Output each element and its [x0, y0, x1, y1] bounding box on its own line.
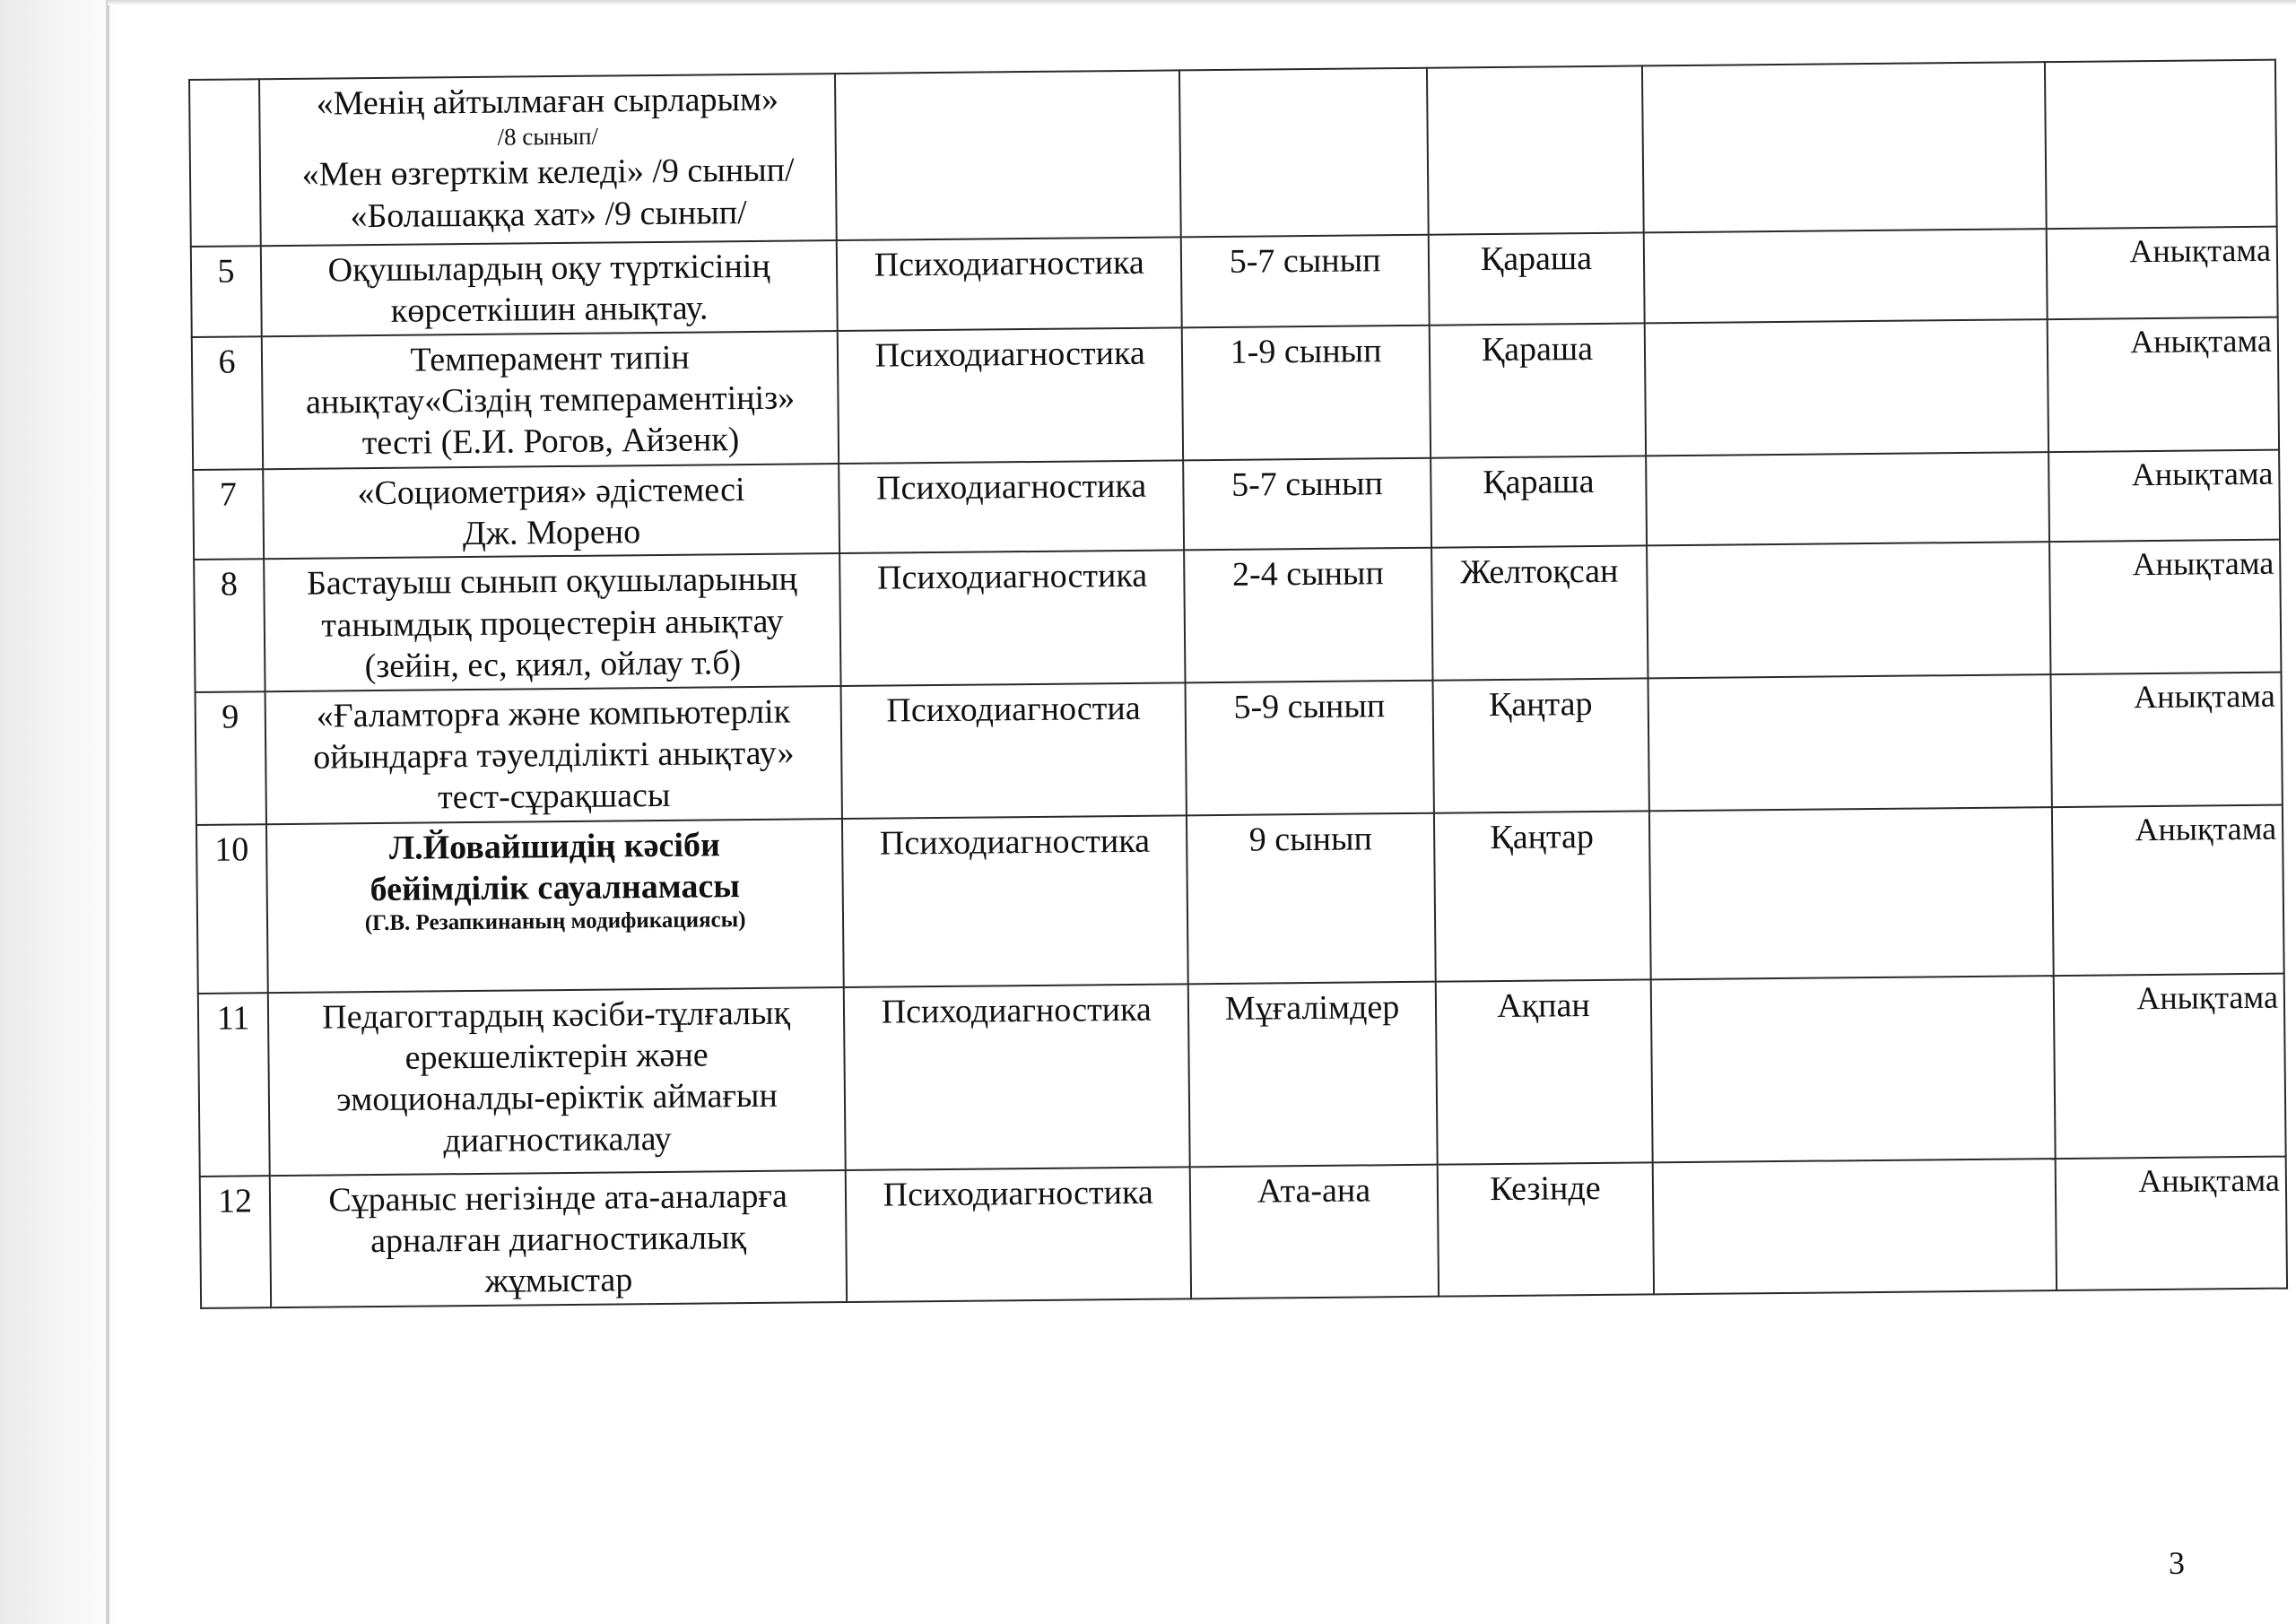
- schedule-cell: Қараша: [1431, 456, 1647, 548]
- activity-title-line: Л.Йовайшидің кәсіби: [388, 825, 721, 867]
- activity-title-line: «Ғаламторға және компьютерлік: [316, 692, 791, 735]
- participants-cell: Ата-ана: [1190, 1164, 1439, 1298]
- participants-cell: 5-9 сынып: [1186, 680, 1434, 815]
- table-row: [196, 672, 2283, 824]
- schedule-cell: Қараша: [1429, 232, 1645, 325]
- activity-title-cell: [263, 464, 839, 560]
- result-cell: Анықтама: [2047, 227, 2278, 319]
- activity-title-line: «Болашаққа хат» /9 сынып/: [350, 193, 747, 235]
- result-cell: Анықтама: [2048, 449, 2280, 542]
- activity-title-line: жұмыстар: [484, 1261, 633, 1301]
- row-number-cell: 5: [191, 246, 262, 336]
- row-number-cell: 8: [194, 560, 265, 692]
- row-number-cell: 11: [198, 993, 270, 1177]
- activity-title-line: тест-сұрақшасы: [437, 777, 671, 817]
- activity-title-line: (зейін, ес, қиял, ойлау т.б): [364, 644, 742, 686]
- activity-title-line: эмоционалды-еріктік аймағын: [336, 1076, 778, 1119]
- responsible-cell: [1642, 62, 2047, 232]
- row-number-cell: 7: [193, 469, 264, 560]
- schedule-cell: [1427, 65, 1644, 234]
- page-number: 3: [2169, 1545, 2185, 1581]
- activity-title-line: /8 сынып/: [497, 122, 599, 152]
- schedule-cell: Ақпан: [1436, 979, 1653, 1164]
- activity-title-line: Темперамент типін: [410, 338, 690, 379]
- row-number-cell: 9: [196, 691, 266, 825]
- responsible-cell: [1653, 1159, 2057, 1294]
- table-row: [194, 540, 2281, 691]
- work-type-cell: Психодиагностика: [844, 984, 1190, 1170]
- work-type-cell: Психодиагностика: [837, 237, 1182, 330]
- activity-title-line: ойындарға тәуелділікті анықтау»: [313, 734, 795, 777]
- scan-top-edge: [108, 0, 2296, 5]
- result-cell: Анықтама: [2052, 804, 2284, 975]
- responsible-cell: [1644, 229, 2048, 323]
- activity-title-line: диагностикалау: [443, 1119, 672, 1159]
- participants-cell: 1-9 сынып: [1182, 325, 1431, 460]
- activity-title-line: анықтау«Сіздің темпераментіңіз»: [305, 378, 796, 421]
- activity-title-cell: [261, 240, 838, 336]
- table-row: [196, 804, 2284, 993]
- work-type-cell: Психодиагностиа: [841, 682, 1187, 819]
- activity-title-line: Сұраныс негізінде ата-аналарға: [328, 1177, 788, 1220]
- activity-title-line: «Социометрия» әдістемесі: [357, 470, 745, 512]
- row-number-cell: 10: [196, 824, 268, 994]
- participants-cell: Мұғалімдер: [1188, 981, 1438, 1167]
- activity-title-cell: [268, 987, 846, 1176]
- work-plan-table: [188, 59, 2288, 1309]
- activity-title-line: бейімділік сауалнамасы: [370, 867, 741, 908]
- responsible-cell: [1651, 976, 2056, 1162]
- activity-title-line: «Мен өзгерткім келеді» /9 сынып/: [301, 151, 795, 195]
- row-number-cell: 12: [200, 1176, 271, 1308]
- activity-title-line: көрсеткішин анықтау.: [390, 289, 709, 331]
- activity-title-line: Дж. Морено: [462, 513, 641, 553]
- responsible-cell: [1649, 807, 2054, 979]
- activity-title-line: арналған диагностикалық: [370, 1218, 747, 1260]
- activity-title-line: танымдық процестерін анықтау: [321, 602, 784, 645]
- activity-title-line: Оқушылардың оқу түрткісінің: [327, 247, 770, 290]
- work-type-cell: Психодиагностика: [839, 460, 1184, 553]
- schedule-cell: Қаңтар: [1434, 811, 1651, 981]
- activity-title-line: (Г.В. Резапкинаның модификациясы): [364, 908, 746, 936]
- work-plan-table-body: [189, 60, 2287, 1308]
- participants-cell: 9 сынып: [1187, 812, 1436, 984]
- participants-cell: 5-7 сынып: [1183, 457, 1431, 550]
- result-cell: Анықтама: [2056, 1156, 2287, 1290]
- activity-title-cell: [265, 686, 842, 824]
- row-number-cell: 6: [192, 336, 263, 470]
- table-row: [192, 317, 2279, 469]
- activity-title-line: ерекшеліктерін және: [404, 1036, 709, 1077]
- activity-title-line: Бастауыш сынып оқушыларының: [306, 560, 798, 604]
- activity-title-cell: [262, 331, 839, 469]
- activity-title-cell: [266, 819, 844, 993]
- activity-title-cell: [264, 553, 841, 690]
- work-type-cell: [835, 70, 1181, 240]
- participants-cell: 5-7 сынып: [1181, 235, 1430, 327]
- work-type-cell: Психодиагностика: [838, 327, 1183, 464]
- table-row: [198, 973, 2286, 1176]
- result-cell: Анықтама: [2054, 973, 2286, 1158]
- schedule-cell: Қаңтар: [1433, 678, 1649, 812]
- row-number-cell: [189, 79, 261, 247]
- table-row: [189, 60, 2277, 247]
- result-cell: Анықтама: [2048, 317, 2279, 451]
- activity-title-line: тесті (Е.И. Рогов, Айзенк): [361, 421, 740, 463]
- responsible-cell: [1646, 452, 2049, 546]
- participants-cell: 2-4 сынып: [1184, 548, 1432, 682]
- responsible-cell: [1648, 674, 2052, 811]
- work-type-cell: Психодиагностика: [839, 551, 1185, 686]
- schedule-cell: Қараша: [1430, 323, 1646, 457]
- responsible-cell: [1645, 319, 2049, 456]
- work-type-cell: Психодиагностика: [842, 815, 1188, 987]
- schedule-cell: Желтоқсан: [1431, 546, 1648, 680]
- responsible-cell: [1647, 543, 2051, 678]
- scan-shadow-edge: [0, 0, 121, 1624]
- result-cell: [2045, 60, 2277, 229]
- result-cell: Анықтама: [2049, 540, 2281, 674]
- result-cell: Анықтама: [2051, 672, 2283, 806]
- activity-title-cell: [270, 1170, 848, 1307]
- activity-title-line: Педагогтардың кәсіби-тұлғалық: [322, 994, 791, 1037]
- table-row: [200, 1156, 2287, 1307]
- activity-title-line: «Менің айтылмаған сырларым»: [316, 80, 779, 123]
- work-type-cell: Психодиагностика: [846, 1167, 1191, 1302]
- activity-title-cell: [259, 74, 837, 246]
- schedule-cell: Кезінде: [1438, 1162, 1654, 1296]
- participants-cell: [1179, 68, 1429, 238]
